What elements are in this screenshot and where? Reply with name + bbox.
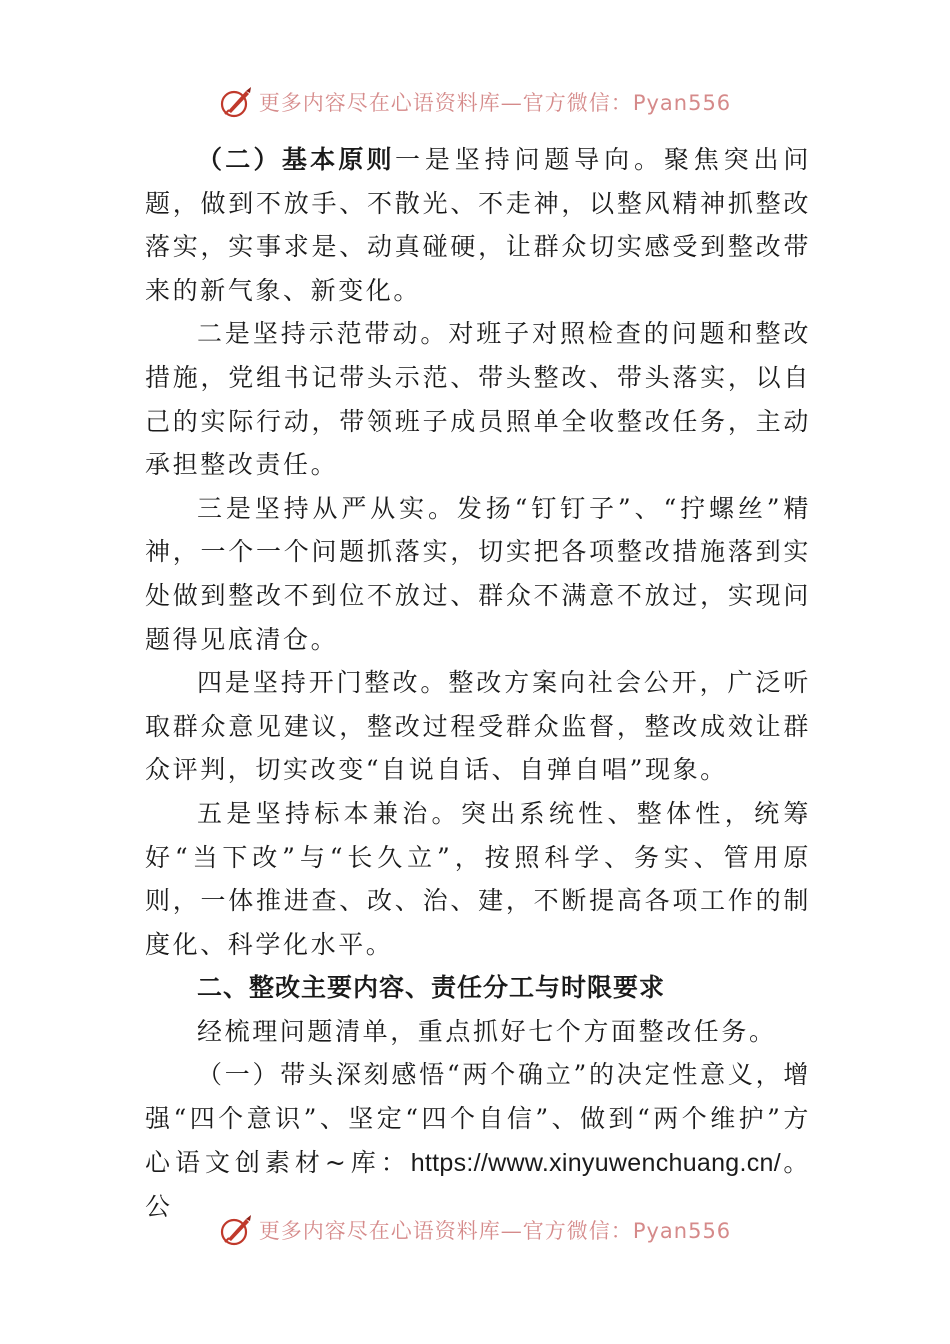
banner-text: 更多内容尽在心语资料库—官方微信：Pyan556 <box>258 1219 732 1243</box>
header-banner <box>0 80 950 124</box>
banner-text: 更多内容尽在心语资料库—官方微信：Pyan556 <box>258 91 732 115</box>
paragraph-principle-4: 四是坚持开门整改。整改方案向社会公开，广泛听取群众意见建议，整改过程受群众监督，整改成效让群众评判，切实改变“自说自话、自弹自唱”现象。 <box>145 668 811 785</box>
section-heading: 二、整改主要内容、责任分工与时限要求 <box>197 973 666 1003</box>
paragraph-principle-2: 二是坚持示范带动。对班子对照检查的问题和整改措施，党组书记带头示范、带头整改、带头落实，以自己的实际行动，带领班子成员照单全收整改任务，主动承担整改责任。 <box>145 319 811 480</box>
footer-banner <box>0 1208 950 1252</box>
paragraph-intro: 经梳理问题清单，重点抓好七个方面整改任务。 <box>197 1016 777 1046</box>
banner-wechat-id: Pyan556 <box>632 1219 732 1243</box>
source-url-link[interactable]: https://www.xinyuwenchuang.cn/ <box>410 1148 782 1177</box>
section-label: （二）基本原则 <box>197 145 395 174</box>
paragraph-principle-3: 三是坚持从严从实。发扬“钉钉子”、“拧螺丝”精神，一个一个问题抓落实，切实把各项整改措施落到实处做到整改不到位不放过、群众不满意不放过，实现问题得见底清仓。 <box>145 493 811 654</box>
quill-pen-logo-icon <box>219 1213 253 1247</box>
document-body <box>145 138 811 1229</box>
paragraph-basic-principles: （二）基本原则一是坚持问题导向。聚焦突出问题，做到不放手、不散光、不走神，以整风精神抓整改落实，实事求是、动真碰硬，让群众切实感受到整改带来的新气象、新变化。 <box>145 145 811 305</box>
quill-pen-logo-icon <box>219 85 253 119</box>
paragraph-principle-5: 五是坚持标本兼治。突出系统性、整体性，统筹好“当下改”与“长久立”，按照科学、务实、管用原则，一体推进查、改、治、建，不断提高各项工作的制度化、科学化水平。 <box>145 798 811 959</box>
paragraph-task-1: （一）带头深刻感悟“两个确立”的决定性意义，增强“四个意识”、坚定“四个自信”、做到“两个维护”方心语文创素材~库：https://www.xinyuwenchuang.cn/。公 <box>145 1060 811 1222</box>
banner-wechat-id: Pyan556 <box>632 91 732 115</box>
